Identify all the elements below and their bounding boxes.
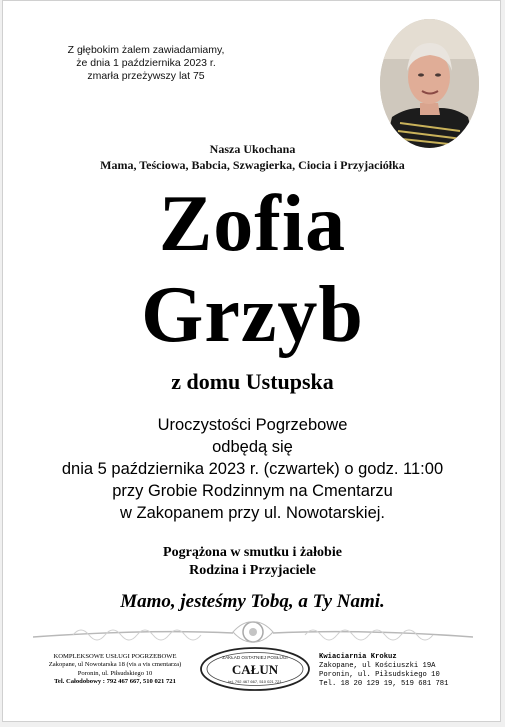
ceremony-line: przy Grobie Rodzinnym na Cmentarzu — [112, 482, 393, 500]
logo-brand-text: CAŁUN — [231, 662, 279, 677]
first-name: Zofia — [158, 180, 347, 268]
ceremony-details — [3, 414, 502, 524]
florist-name: Kwiaciarnia Krokuz — [319, 653, 397, 661]
obituary-page — [2, 0, 501, 722]
funeral-home-address: Poronin, ul. Piłsudskiego 10 — [77, 669, 153, 677]
portrait-photo — [380, 19, 479, 148]
subtitle-line: Nasza Ukochana — [209, 142, 296, 156]
ceremony-line: odbędą się — [212, 438, 293, 456]
ceremony-line: dnia 5 października 2023 r. (czwartek) o godz. 11:00 — [61, 460, 444, 478]
announcement-intro — [51, 44, 241, 83]
maiden-name: z domu Ustupska — [171, 369, 334, 394]
funeral-home-phone: Tel. Całodobowy : 792 467 667, 510 021 721 — [54, 677, 176, 685]
logo-top-text: ZAKŁAD OSTATNIEJ POSŁUGI — [222, 655, 288, 660]
motto: Mamo, jesteśmy Tobą, a Ty Nami. — [120, 591, 385, 612]
florist-address: Zakopane, ul Kościuszki 19A — [319, 662, 436, 670]
funeral-home-address: Zakopane, ul Nowotarska 18 (vis a vis cmentarza) — [48, 661, 182, 669]
funeral-home-info — [25, 653, 205, 686]
floral-ornament-divider — [33, 617, 473, 647]
intro-line: że dnia 1 października 2023 r. — [76, 57, 216, 69]
calun-logo — [199, 646, 311, 692]
mourners-line: Pogrążona w smutku i żałobie — [163, 545, 342, 560]
subtitle-relations: Mama, Teściowa, Babcia, Szwagierka, Ciocia i Przyjaciółka — [100, 158, 405, 172]
funeral-home-name: KOMPLEKSOWE USŁUGI POGRZEBOWE — [53, 653, 177, 660]
mourners-line: Rodzina i Przyjaciele — [189, 563, 316, 578]
logo-bottom-text: tel. 792 467 667, 510 021 721 — [228, 679, 282, 684]
intro-line: zmarła przeżywszy lat 75 — [87, 70, 205, 82]
intro-line: Z głębokim żalem zawiadamiamy, — [67, 44, 225, 56]
florist-address: Poronin, ul. Piłsudskiego 10 — [319, 671, 440, 679]
ceremony-line: Uroczystości Pogrzebowe — [157, 416, 348, 434]
florist-info — [319, 653, 471, 689]
last-name: Grzyb — [141, 271, 364, 359]
florist-phone: Tel. 18 20 129 19, 519 681 781 — [319, 680, 449, 688]
ceremony-line: w Zakopanem przy ul. Nowotarskiej. — [119, 504, 385, 522]
mourners — [3, 544, 502, 580]
